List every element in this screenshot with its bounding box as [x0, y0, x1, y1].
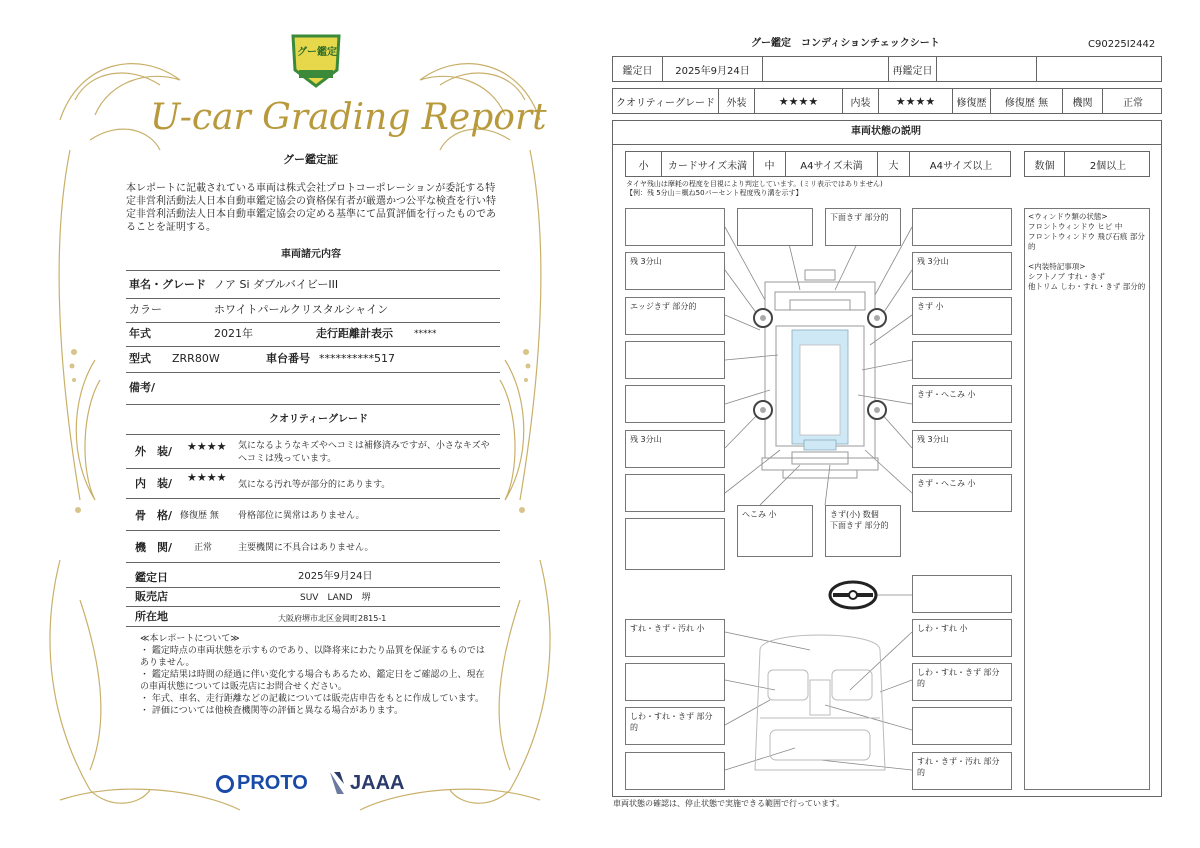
interior-box-left-2 [625, 663, 725, 701]
int-label: 内装 [843, 89, 879, 113]
size-mid-desc: A4サイズ未満 [786, 152, 878, 176]
notes-label: 備考/ [129, 381, 156, 394]
certificate-subtitle: グー鑑定証 [283, 153, 338, 166]
tire-example: 【例：残 5分山＝概ね50パーセント程度残り溝を示す】 [626, 189, 803, 197]
frame-label: 骨 格/ [135, 509, 173, 522]
redate-label: 再鑑定日 [889, 57, 937, 81]
name-value: ノア Si ダブルバイビーIII [214, 278, 339, 291]
qg-label: クオリティーグレード [613, 89, 719, 113]
damage-box-left-5 [625, 385, 725, 423]
tire-box-rear-left: 残 3分山 [625, 430, 725, 468]
size-small: 小 [626, 152, 662, 176]
tire-note: タイヤ残山は摩耗の程度を目視により判定しています。(ミリ表示ではありません) [626, 180, 883, 188]
address-label: 所在地 [135, 610, 168, 623]
interior-box-left-3: しわ・すれ・きず 部分的 [625, 707, 725, 745]
damage-box-rear-under: きず(小) 数個 下面きず 部分的 [825, 505, 901, 557]
int-stars: ★★★★ [879, 89, 953, 113]
shop-label: 販売店 [135, 590, 168, 603]
exterior-stars: ★★★★ [187, 440, 227, 453]
damage-box-rear-mid-left: へこみ 小 [737, 505, 813, 557]
proto-logo-text: PROTO [237, 772, 308, 794]
about-list [140, 645, 490, 717]
footer-note: 車両状態の確認は、停止状態で実施できる範囲で行っています。 [613, 799, 845, 808]
damage-box-front-mid-left [737, 208, 813, 246]
interior-box-left-4 [625, 752, 725, 790]
interior-box-left-1: すれ・きず・汚れ 小 [625, 619, 725, 657]
exterior-desc: 気になるようなキズやヘコミは補修済みですが、小さなキズやヘコミは残っています。 [238, 441, 490, 464]
damage-box-left-7 [625, 474, 725, 512]
sheet-title: グー鑑定 コンディションチェックシート [751, 38, 940, 49]
tire-box-rear-right: 残 3分山 [912, 430, 1012, 468]
interior-stars: ★★★★ [187, 471, 227, 484]
interior-desc: 気になる汚れ等が部分的にあります。 [238, 480, 391, 490]
year-value: 2021年 [214, 327, 253, 340]
damage-box-left-8 [625, 518, 725, 570]
interior-box-right-2: しわ・すれ・きず 部分的 [912, 663, 1012, 701]
mileage-label: 走行距離計表示 [316, 327, 393, 340]
emblem-label: グー鑑定 [297, 47, 337, 58]
color-label: カラー [129, 303, 162, 316]
tire-box-front-left: 残 3分山 [625, 252, 725, 290]
jaaa-logo [328, 770, 404, 796]
chassis-label: 車台番号 [266, 352, 310, 365]
size-small-desc: カードサイズ未満 [662, 152, 754, 176]
ext-stars: ★★★★ [755, 89, 843, 113]
damage-box-front-under: 下面きず 部分的 [825, 208, 901, 246]
frame-value: 修復歴 無 [180, 511, 219, 521]
condition-check-sheet [600, 0, 1200, 848]
engine-label: 機 関/ [135, 541, 173, 554]
damage-box-front-right [912, 208, 1012, 246]
count-label: 数個 [1025, 152, 1065, 176]
damage-box-right-5: きず・へこみ 小 [912, 385, 1012, 423]
size-large: 大 [878, 152, 910, 176]
goo-appraisal-emblem [289, 30, 343, 90]
count-desc: 2個以上 [1089, 160, 1127, 172]
shop-value: SUV LAND 堺 [300, 593, 371, 603]
date-value: 2025年9月24日 [298, 571, 373, 582]
mileage-value: ***** [414, 329, 437, 339]
repair-label: 修復歴 [953, 89, 991, 113]
interior-box-steering [912, 575, 1012, 613]
damage-box-left-4 [625, 341, 725, 379]
exterior-label: 外 装/ [135, 445, 173, 458]
jaaa-mark-icon [328, 770, 346, 796]
engine-desc: 主要機関に不具合はありません。 [238, 543, 374, 553]
damage-box-front-left [625, 208, 725, 246]
about-heading: ≪本レポートについて≫ [140, 634, 240, 644]
about-item: ・ 年式、車名、走行距離などの記載については販売店申告をもとに作成しています。 [140, 694, 484, 704]
intro-text: 本レポートに記載されている車両は株式会社プロトコーポレーションが委託する特定非営利活動法人日本自動車鑑定協会の資格保有者が厳選かつ公平な検査を行い特定非営利活動法人日本自動車鑑定協会の定める基準にて品質評価を行ったものであることを証明する。 [126, 183, 496, 233]
color-value: ホワイトパールクリスタルシャイン [214, 303, 389, 316]
frame-desc: 骨格部位に異常はありません。 [238, 511, 365, 521]
name-label: 車名・グレード [129, 278, 206, 291]
interior-box-right-4: すれ・きず・汚れ 部分的 [912, 752, 1012, 790]
size-mid: 中 [754, 152, 786, 176]
date-label: 鑑定日 [135, 571, 168, 584]
about-item: ・ 評価については他検査機関等の評価と異なる場合があります。 [140, 706, 403, 716]
size-large-desc: A4サイズ以上 [929, 160, 993, 172]
tire-box-front-right: 残 3分山 [912, 252, 1012, 290]
quality-heading: クオリティーグレード [269, 414, 368, 425]
date-value: 2025年9月24日 [663, 57, 763, 81]
specs-heading: 車両諸元内容 [281, 249, 341, 260]
interior-box-right-1: しわ・すれ 小 [912, 619, 1012, 657]
steering-wheel-icon [830, 582, 876, 608]
interior-label: 内 装/ [135, 477, 173, 490]
about-item: ・ 鑑定時点の車両状態を示すものであり、以降将来にわたり品質を保証するものではありません。 [140, 646, 485, 668]
about-item: ・ 鑑定結果は時間の経過に伴い変化する場合もあるため、鑑定日をご確認の上、現在の車両状態については販売店にお問合せください。 [140, 670, 485, 692]
sheet-code: C90225I2442 [1088, 39, 1156, 50]
condition-heading: 車両状態の説明 [851, 126, 921, 137]
engine-label: 機関 [1063, 89, 1103, 113]
year-label: 年式 [129, 327, 151, 340]
repair-value: 修復歴 無 [991, 89, 1063, 113]
interior-box-right-3 [912, 707, 1012, 745]
proto-mark-icon [216, 775, 234, 793]
damage-box-left-3: エッジきず 部分的 [625, 297, 725, 335]
engine-value: 正常 [1123, 97, 1143, 109]
jaaa-logo-text: JAAA [350, 771, 405, 794]
proto-logo [216, 772, 308, 795]
address-value: 大阪府堺市北区金岡町2815-1 [278, 614, 387, 623]
model-label: 型式 [129, 352, 151, 365]
damage-box-right-4 [912, 341, 1012, 379]
special-notes-panel: <ウィンドウ類の状態> フロントウィンドウ ヒビ 中 フロントウィンドウ 飛び石痕 部分的 <内装特記事項> シフトノブ すれ・きず 他トリム しわ・すれ・きず 部分的 [1024, 208, 1150, 790]
model-value: ZRR80W [172, 352, 220, 365]
date-label: 鑑定日 [613, 57, 663, 81]
damage-box-right-7: きず・へこみ 小 [912, 474, 1012, 512]
report-title: U-car Grading Report [150, 97, 547, 138]
damage-box-right-3: きず 小 [912, 297, 1012, 335]
ext-label: 外装 [719, 89, 755, 113]
chassis-value: **********517 [319, 352, 395, 365]
engine-value: 正常 [194, 543, 213, 553]
